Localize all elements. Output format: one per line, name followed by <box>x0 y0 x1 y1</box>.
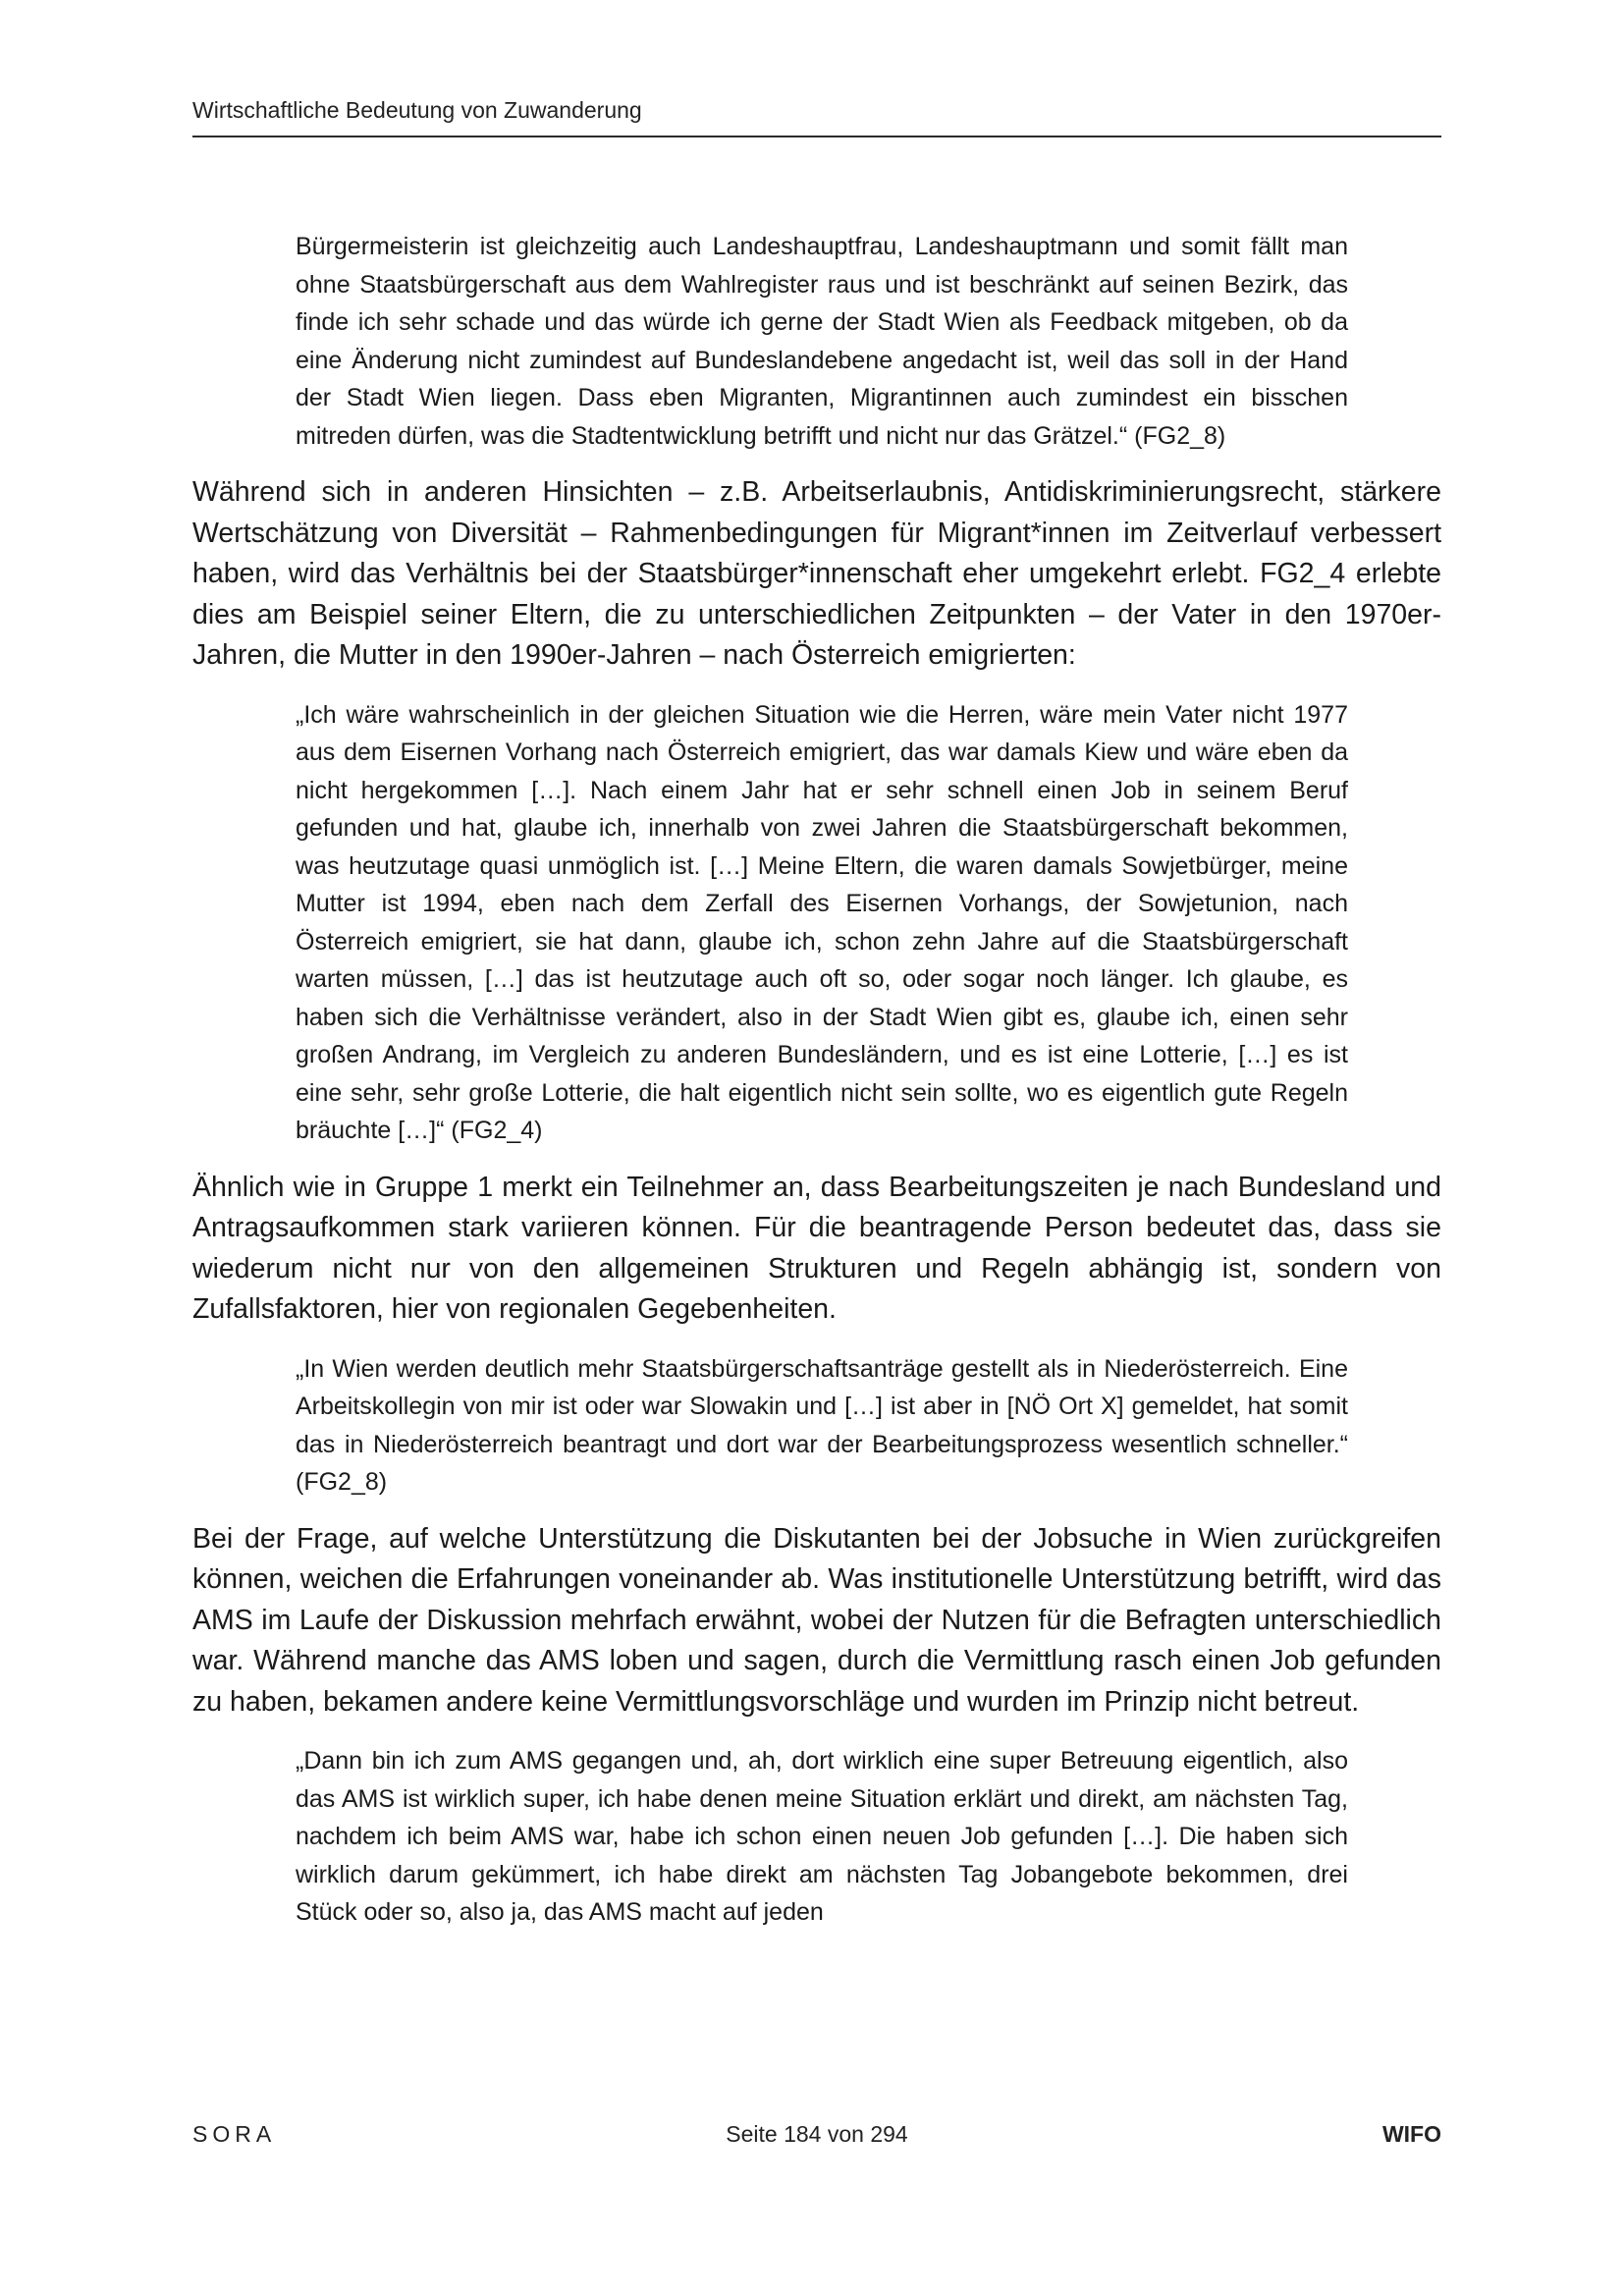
body-paragraph-1: Während sich in anderen Hinsichten – z.B. Arbeitserlaubnis, Antidiskriminierungsrecht, stärkere Wertschätzung von Diversität – Rahmenbedingungen für Migrant*innen im Zeitverlauf verbessert haben, wird das Verhältnis bei der Staatsbürger*innenschaft eher umgekehrt erlebt. FG2_4 erlebte dies am Beispiel seiner Eltern, die zu unterschiedlichen Zeitpunkten – der Vater in den 1970er-Jahren, die Mutter in den 1990er-Jahren – nach Österreich emigrierten: <box>192 476 1441 671</box>
header-title: Wirtschaftliche Bedeutung von Zuwanderung <box>192 97 642 123</box>
footer-sora-logo: SORA <box>192 2121 277 2147</box>
body-paragraph-3: Bei der Frage, auf welche Unterstützung die Diskutanten bei der Jobsuche in Wien zurückgreifen können, weichen die Erfahrungen voneinander ab. Was institutionelle Unterstützung betrifft, wird das AMS im Laufe der Diskussion mehrfach erwähnt, wobei der Nutzen für die Befragten unterschiedlich war. Während manche das AMS loben und sagen, durch die Vermittlung rasch einen Job gefunden zu haben, bekamen andere keine Vermittlungsvorschläge und wurden im Prinzip nicht betreut. <box>192 1522 1441 1718</box>
page-content <box>192 228 1441 1949</box>
quote-block-2: „Ich wäre wahrscheinlich in der gleichen Situation wie die Herren, wäre mein Vater nicht 1977 aus dem Eisernen Vorhang nach Österreich emigriert, das war damals Kiew und wäre eben da nicht hergekommen […]. Nach einem Jahr hat er sehr schnell einen Job in seinem Beruf gefunden und hat, glaube ich, innerhalb von zwei Jahren die Staatsbürgerschaft bekommen, was heutzutage quasi unmöglich ist. […] Meine Eltern, die waren damals Sowjetbürger, meine Mutter ist 1994, eben nach dem Zerfall des Eisernen Vorhangs, der Sowjetunion, nach Österreich emigriert, sie hat dann, glaube ich, schon zehn Jahre auf die Staatsbürgerschaft warten müssen, […] das ist heutzutage auch oft so, oder sogar noch länger. Ich glaube, es haben sich die Verhältnisse verändert, also in der Stadt Wien gibt es, glaube ich, einen sehr großen Andrang, im Vergleich zu anderen Bundesländern, und es ist eine Lotterie, […] es ist eine sehr, sehr große Lotterie, die halt eigentlich nicht sein sollte, wo es eigentlich gute Regeln bräuchte […]“ (FG2_4) <box>296 700 1348 1144</box>
body-paragraph-2: Ähnlich wie in Gruppe 1 merkt ein Teilnehmer an, dass Bearbeitungszeiten je nach Bundesland und Antragsaufkommen stark variieren können. Für die beantragende Person bedeutet das, dass sie wiederum nicht nur von den allgemeinen Strukturen und Regeln abhängig ist, sondern von Zufallsfaktoren, hier von regionalen Gegebenheiten. <box>192 1171 1441 1325</box>
quote-block-3: „In Wien werden deutlich mehr Staatsbürgerschaftsanträge gestellt als in Niederösterreich. Eine Arbeitskollegin von mir ist oder war Slowakin und […] ist aber in [NÖ Ort X] gemeldet, hat somit das in Niederösterreich beantragt und dort war der Bearbeitungsprozess wesentlich schneller.“ (FG2_8) <box>296 1354 1348 1496</box>
quote-block-1: Bürgermeisterin ist gleichzeitig auch Landeshauptfrau, Landeshauptmann und somit fällt man ohne Staatsbürgerschaft aus dem Wahlregister raus und ist beschränkt auf seinen Bezirk, das finde ich sehr schade und das würde ich gerne der Stadt Wien als Feedback mitgeben, ob da eine Änderung nicht zumindest auf Bundeslandebene angedacht ist, weil das soll in der Hand der Stadt Wien liegen. Dass eben Migranten, Migrantinnen auch zumindest ein bisschen mitreden dürfen, was die Stadtentwicklung betrifft und nicht nur das Grätzel.“ (FG2_8) <box>296 233 1348 450</box>
footer-wifo-logo: WIFO <box>1381 2121 1441 2147</box>
footer-page-number: Seite 184 von 294 <box>726 2121 908 2147</box>
page-footer <box>192 2121 1441 2155</box>
page-header <box>192 96 1441 137</box>
quote-block-4: „Dann bin ich zum AMS gegangen und, ah, dort wirklich eine super Betreuung eigentlich, also das AMS ist wirklich super, ich habe denen meine Situation erklärt und direkt, am nächsten Tag, nachdem ich beim AMS war, habe ich schon einen neuen Job gefunden […]. Die haben sich wirklich darum gekümmert, ich habe direkt am nächsten Tag Jobangebote bekommen, drei Stück oder so, also ja, das AMS macht auf jeden <box>296 1747 1348 1926</box>
